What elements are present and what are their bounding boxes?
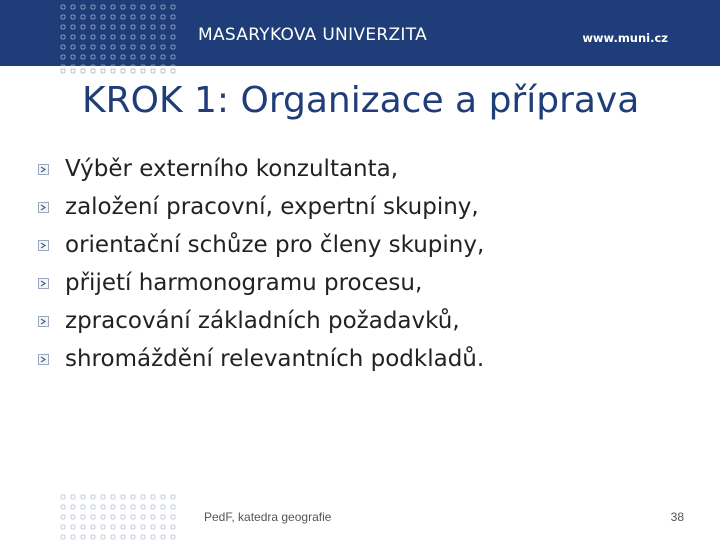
arrow-box-icon — [38, 240, 49, 251]
arrow-box-icon — [38, 202, 49, 213]
dot-grid-decoration-bottom — [58, 492, 180, 540]
university-url: www.muni.cz — [582, 31, 668, 45]
bullet-item — [38, 340, 484, 378]
arrow-box-icon — [38, 354, 49, 365]
bullet-text: orientační schůze pro členy skupiny, — [65, 232, 485, 258]
bullet-list — [38, 150, 484, 378]
bullet-item — [38, 188, 484, 226]
arrow-box-icon — [38, 316, 49, 327]
bullet-item — [38, 150, 484, 188]
bullet-item — [38, 226, 484, 264]
bullet-item — [38, 302, 484, 340]
arrow-box-icon — [38, 164, 49, 175]
slide-title: KROK 1: Organizace a příprava — [82, 80, 640, 121]
bullet-text: shromáždění relevantních podkladů. — [65, 346, 485, 372]
bullet-item — [38, 264, 484, 302]
dot-grid-decoration — [58, 2, 180, 74]
header-bar — [0, 0, 720, 66]
arrow-box-icon — [38, 278, 49, 289]
footer-text: PedF, katedra geografie — [204, 510, 332, 524]
page-number: 38 — [670, 510, 684, 524]
bullet-text: zpracování základních požadavků, — [65, 308, 460, 334]
bullet-text: přijetí harmonogramu procesu, — [65, 270, 423, 296]
dot-grid-decoration-lower — [58, 66, 180, 76]
university-name: MASARYKOVA UNIVERZITA — [198, 25, 428, 45]
bullet-text: Výběr externího konzultanta, — [65, 156, 399, 182]
bullet-text: založení pracovní, expertní skupiny, — [65, 194, 479, 220]
